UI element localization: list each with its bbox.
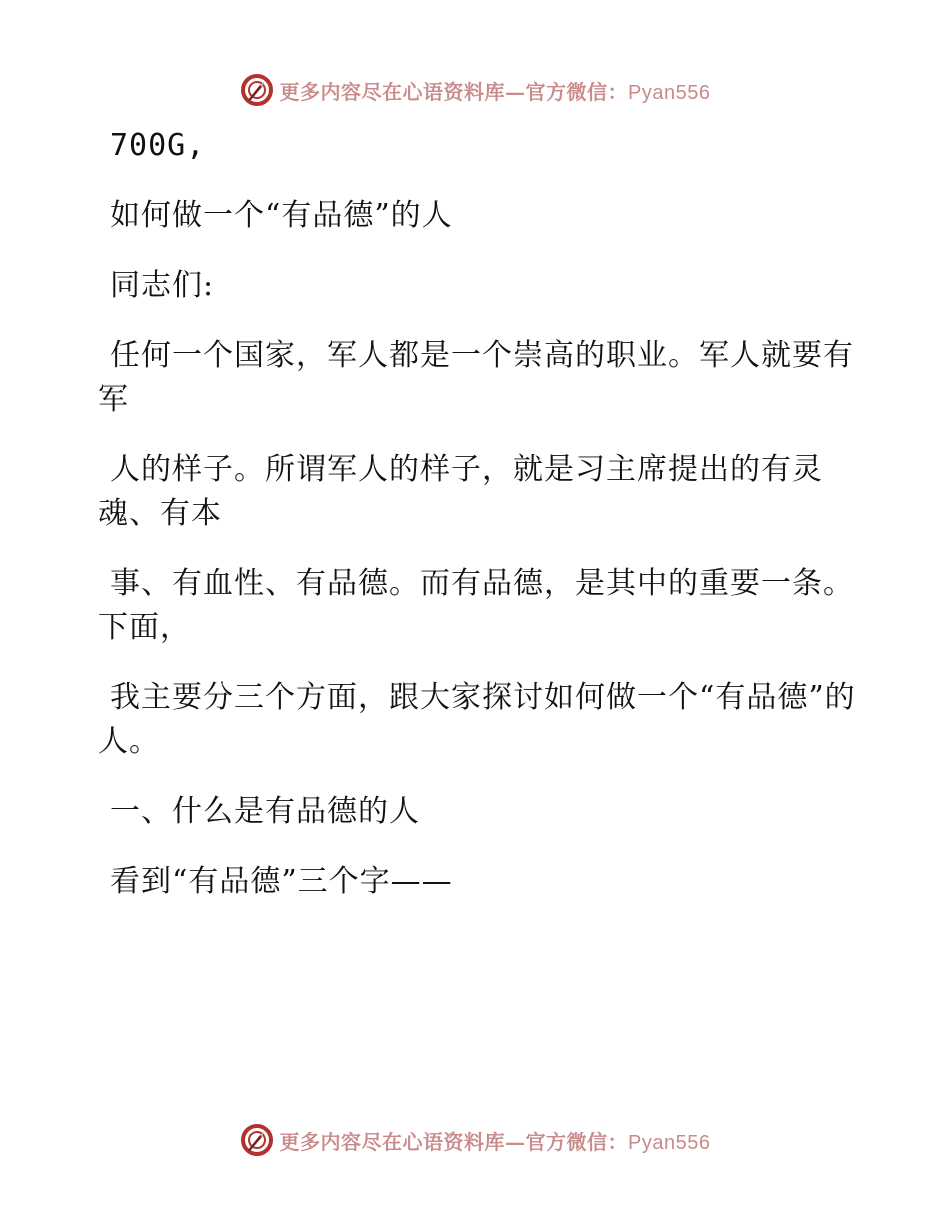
- paragraph-6: [98, 562, 858, 650]
- paragraph-7: [98, 676, 858, 764]
- paragraph-7-text: 我主要分三个方面，跟大家探讨如何做一个“有品德”的人。: [98, 680, 856, 759]
- document-body: [98, 124, 858, 930]
- paragraph-2: [98, 194, 858, 238]
- pen-logo-icon: [240, 73, 274, 107]
- banner-slogan: 更多内容尽在心语资料库—官方微信：: [279, 1129, 629, 1154]
- banner-slogan: 更多内容尽在心语资料库—官方微信：: [279, 79, 629, 104]
- footer-banner: [0, 1120, 950, 1160]
- paragraph-4: [98, 334, 858, 422]
- paragraph-6-text: 事、有血性、有品德。而有品德，是其中的重要一条。下面，: [98, 566, 854, 645]
- paragraph-5: [98, 448, 858, 536]
- banner-wechat-id: Pyan556: [628, 1131, 711, 1154]
- paragraph-9-text: 看到“有品德”三个字——: [110, 864, 453, 899]
- banner-text: [280, 1126, 711, 1155]
- paragraph-1-text: 700G,: [110, 128, 206, 163]
- paragraph-2-text: 如何做一个“有品德”的人: [110, 198, 453, 233]
- pen-logo-icon: [240, 1123, 274, 1157]
- paragraph-8-text: 一、什么是有品德的人: [110, 794, 420, 829]
- paragraph-4-text: 任何一个国家，军人都是一个崇高的职业。军人就要有军: [98, 338, 854, 417]
- paragraph-8: [98, 790, 858, 834]
- banner-wechat-id: Pyan556: [628, 81, 711, 104]
- header-banner: [0, 70, 950, 110]
- paragraph-3-text: 同志们:: [110, 268, 215, 303]
- paragraph-9: [98, 860, 858, 904]
- paragraph-1: [98, 124, 858, 168]
- paragraph-3: [98, 264, 858, 308]
- banner-text: [280, 76, 711, 105]
- paragraph-5-text: 人的样子。所谓军人的样子，就是习主席提出的有灵魂、有本: [98, 452, 823, 531]
